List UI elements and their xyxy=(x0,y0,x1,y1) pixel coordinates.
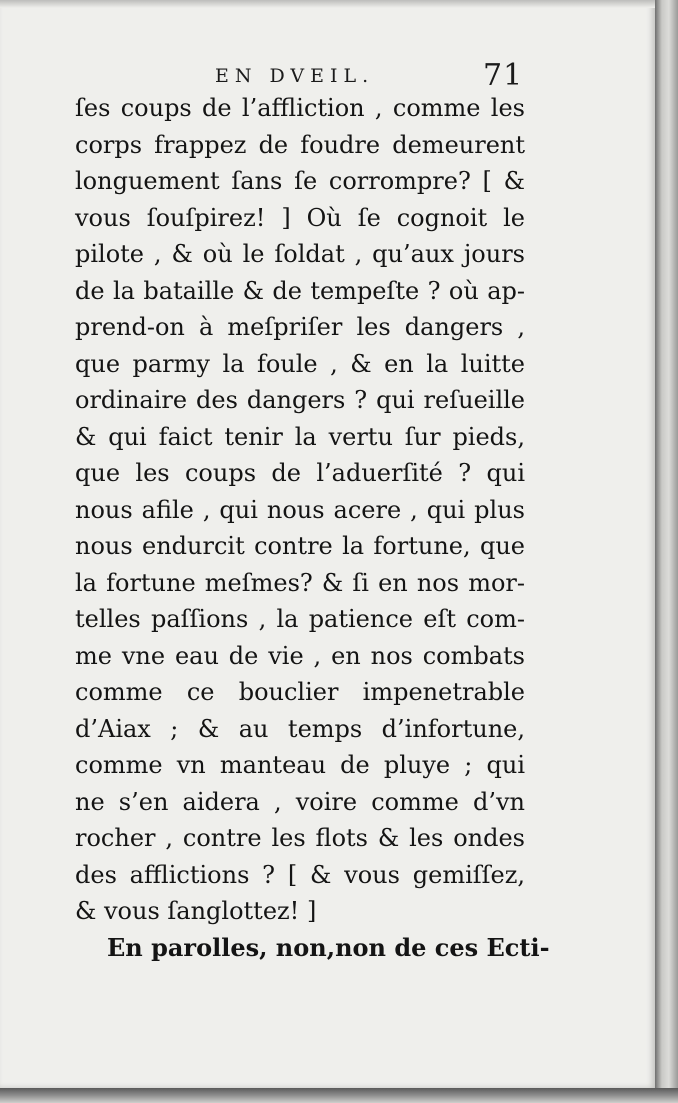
text-line: & vous ſanglottez! ] xyxy=(75,897,317,925)
text-line: prend-on à meſpriſer les dangers , xyxy=(75,313,525,341)
text-line: vous ſouſpirez! ] Où ſe cognoit le xyxy=(75,203,525,232)
page-number: 71 xyxy=(483,58,524,93)
text-line: nous afile , qui nous acere , qui plus xyxy=(75,495,525,524)
paragraph-start-line: En parolles, non,non de ces Ecti- xyxy=(107,932,550,962)
text-line: ne s’en aidera , voire comme d’vn xyxy=(75,787,525,816)
text-line: me vne eau de vie , en nos combats xyxy=(75,641,525,670)
text-line: longuement ſans ſe corrompre? [ & xyxy=(75,167,525,195)
text-line: corps frappez de foudre demeurent xyxy=(75,130,525,159)
top-page-edge xyxy=(0,0,655,8)
text-line: telles paſſions , la patience eſt com- xyxy=(75,605,525,633)
text-line: d’Aiax ; & au temps d’infortune, xyxy=(75,714,525,743)
text-line: ſes coups de l’affliction , comme les xyxy=(75,94,525,122)
text-line: pilote , & où le ſoldat , qu’aux jours xyxy=(75,240,525,268)
text-line: rocher , contre les flots & les ondes xyxy=(75,824,525,852)
text-line: de la bataille & de tempeſte ? où ap- xyxy=(75,276,525,305)
running-title: EN DVEIL. xyxy=(215,65,375,87)
body-text xyxy=(75,90,550,966)
text-line: que les coups de l’aduerſité ? qui xyxy=(75,459,525,487)
text-line: comme vn manteau de pluye ; qui xyxy=(75,751,525,779)
text-line: ordinaire des dangers ? qui reſueille xyxy=(75,386,525,414)
text-line: & qui faict tenir la vertu ſur pieds, xyxy=(75,422,525,451)
text-line: comme ce bouclier impenetrable xyxy=(75,678,525,706)
text-line: nous endurcit contre la fortune, que xyxy=(75,532,525,560)
text-line: la fortune meſmes? & ſi en nos mor- xyxy=(75,568,525,597)
bottom-page-edge xyxy=(0,1088,678,1103)
text-line: que parmy la foule , & en la luitte xyxy=(75,349,525,378)
right-page-edge xyxy=(655,0,678,1103)
text-line: des afflictions ? [ & vous gemiſſez, xyxy=(75,860,525,889)
